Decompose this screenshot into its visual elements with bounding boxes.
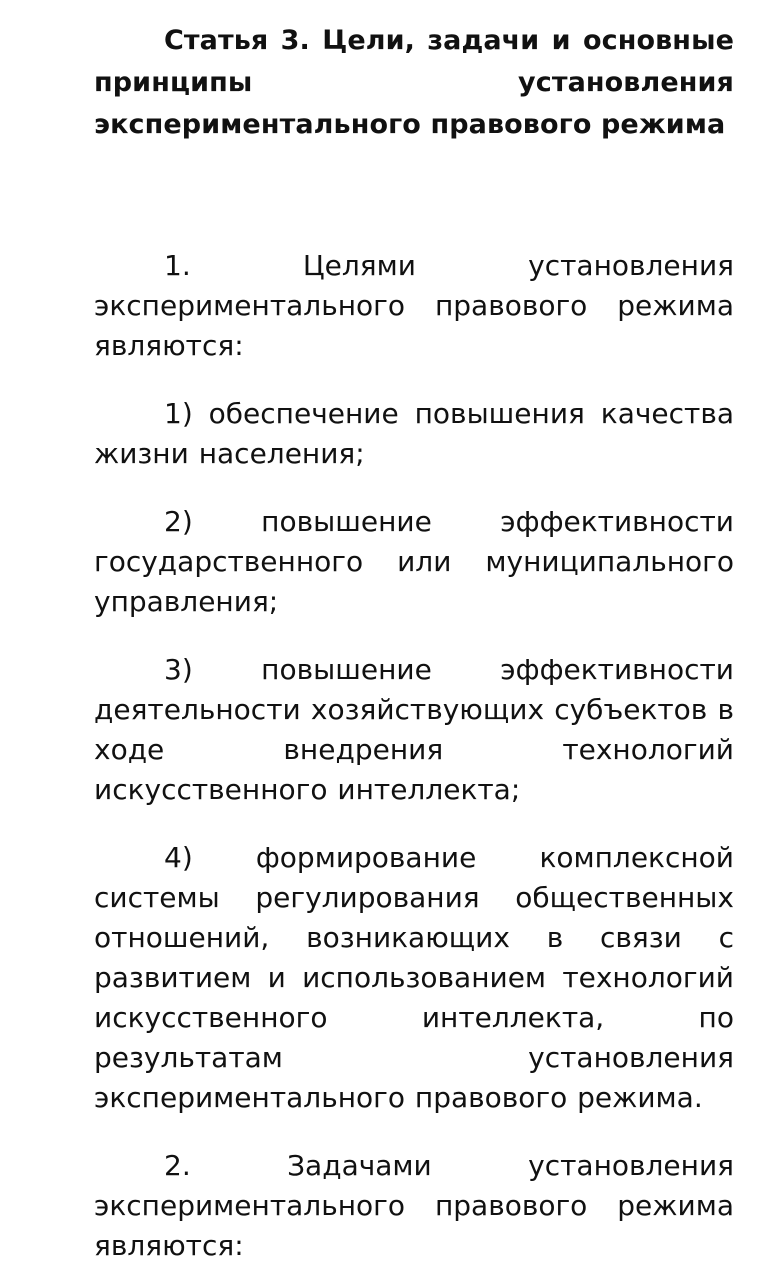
- spacer: [94, 810, 734, 838]
- spacer: [94, 366, 734, 394]
- paragraph-goal-1: 1) обеспечение повышения качества жизни населения;: [94, 397, 734, 470]
- spacer: [94, 146, 734, 246]
- spacer: [94, 474, 734, 502]
- paragraph-goal-3: 3) повышение эффективности деятельности хозяйствующих субъектов в ходе внедрения технологий искусственного интеллекта;: [94, 653, 734, 806]
- article-title: Статья 3. Цели, задачи и основные принципы установления экспериментального правового режима: [94, 25, 734, 140]
- document-page: [94, 20, 734, 1266]
- paragraph-goal-4: 4) формирование комплексной системы регулирования общественных отношений, возникающих в связи с развитием и использованием технологий искусственного интеллекта, по результатам установления экспериментального правового режима.: [94, 841, 734, 1114]
- paragraph-goals-intro: 1. Целями установления экспериментального правового режима являются:: [94, 249, 734, 362]
- paragraph-tasks-intro: 2. Задачами установления экспериментального правового режима являются:: [94, 1149, 734, 1262]
- paragraph-goal-2: 2) повышение эффективности государственного или муниципального управления;: [94, 505, 734, 618]
- spacer: [94, 622, 734, 650]
- spacer: [94, 1118, 734, 1146]
